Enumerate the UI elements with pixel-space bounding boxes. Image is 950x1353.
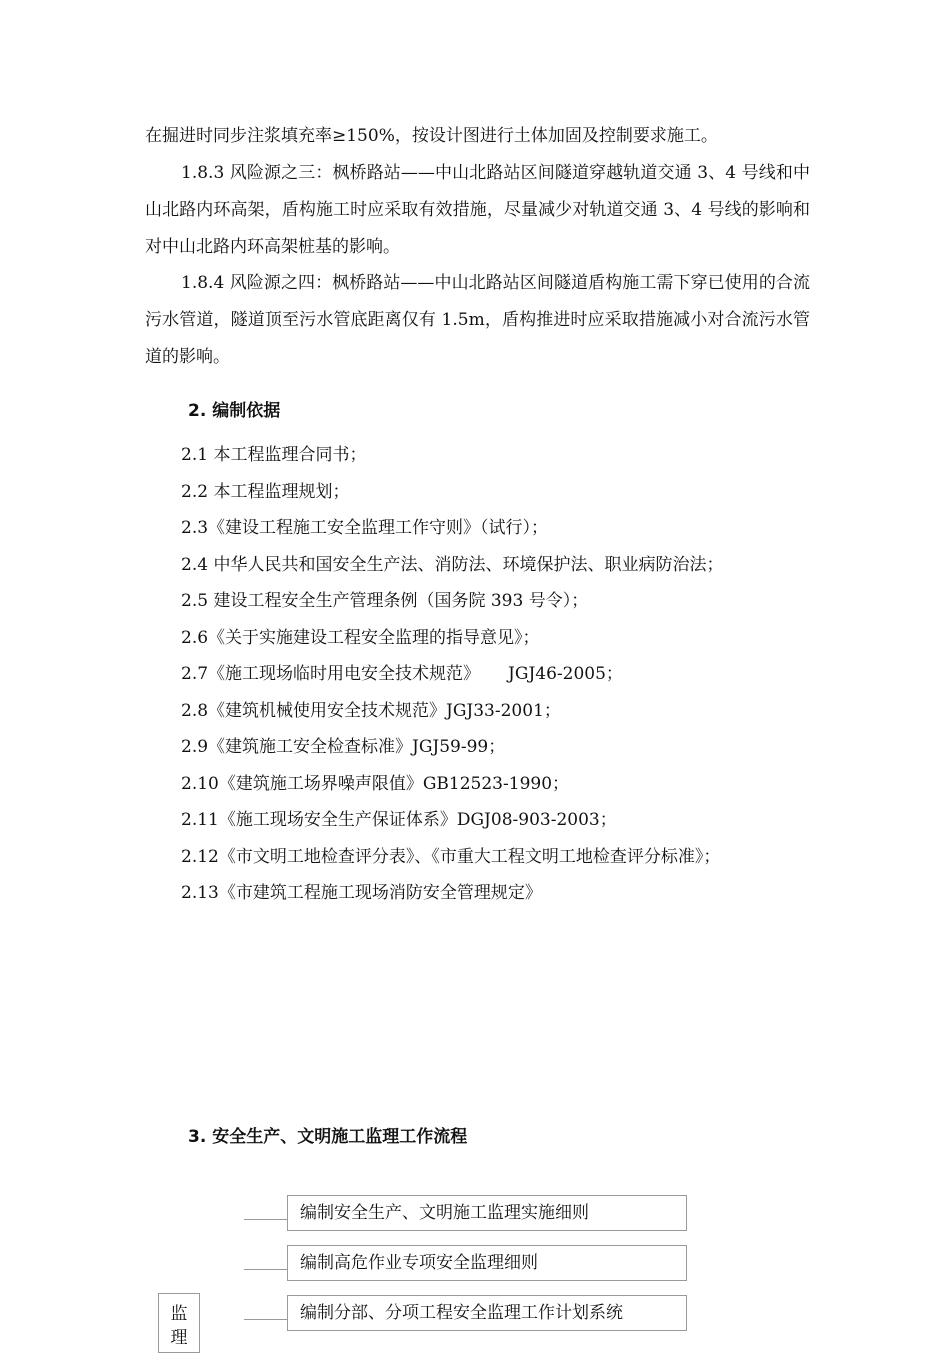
paragraph-continuation: 在掘进时同步注浆填充率≥150%，按设计图进行土体加固及控制要求施工。 [145, 126, 718, 146]
side-box-char: 监 [170, 1304, 188, 1324]
list-item: 2.3《建设工程施工安全监理工作守则》（试行）； [181, 518, 549, 538]
flow-connector [244, 1319, 287, 1320]
list-item: 2.12《市文明工地检查评分表》、《市重大工程文明工地检查评分标准》； [181, 846, 721, 867]
paragraph-risk-4: 1.8.4 风险源之四：枫桥路站——中山北路站区间隧道盾构施工需下穿已使用的合流污水管道，隧道顶至污水管底距离仅有 1.5m，盾构推进时应采取措施减小对合流污水管道的影响。 [145, 273, 810, 367]
flow-connector [244, 1219, 287, 1220]
flow-box-safety-rules: 编制安全生产、文明施工监理实施细则 [287, 1195, 687, 1231]
list-item-title: 2.7《施工现场临时用电安全技术规范》 [181, 664, 481, 684]
paragraph-risk-3: 1.8.3 风险源之三：枫桥路站——中山北路站区间隧道穿越轨道交通 3、4 号线和中山北路内环高架，盾构施工时应采取有效措施，尽量减少对轨道交通 3、4 号线的影响和对中山北路内环高架桩基的影响。 [145, 163, 810, 257]
list-item: 2.6《关于实施建设工程安全监理的指导意见》； [181, 627, 540, 648]
list-item [181, 656, 723, 693]
list-item-code: JGJ46-2005； [508, 664, 623, 684]
side-box-char: 理 [170, 1328, 188, 1348]
flow-side-box [158, 1293, 200, 1353]
list-item: 2.11《施工现场安全生产保证体系》DGJ08-903-2003； [181, 810, 617, 830]
list-item: 2.4 中华人民共和国安全生产法、消防法、环境保护法、职业病防治法； [181, 554, 724, 575]
list-item: 2.5 建设工程安全生产管理条例（国务院 393 号令）； [181, 591, 589, 611]
list-item: 2.8《建筑机械使用安全技术规范》JGJ33-2001； [181, 700, 561, 721]
list-item: 2.1 本工程监理合同书； [181, 445, 367, 465]
basis-list [181, 437, 723, 912]
section-3-heading: 3. 安全生产、文明施工监理工作流程 [188, 1127, 468, 1147]
list-item: 2.13《市建筑工程施工现场消防安全管理规定》 [181, 883, 542, 903]
list-item: 2.2 本工程监理规划； [181, 481, 350, 502]
flow-connector [244, 1269, 287, 1270]
section-2-heading: 2. 编制依据 [188, 401, 281, 421]
list-item: 2.9《建筑施工安全检查标准》JGJ59-99； [181, 737, 506, 757]
list-item: 2.10《建筑施工场界噪声限值》GB12523-1990； [181, 773, 570, 794]
flow-box-work-plan: 编制分部、分项工程安全监理工作计划系统 [287, 1295, 687, 1331]
flow-box-high-risk-rules: 编制高危作业专项安全监理细则 [287, 1245, 687, 1281]
